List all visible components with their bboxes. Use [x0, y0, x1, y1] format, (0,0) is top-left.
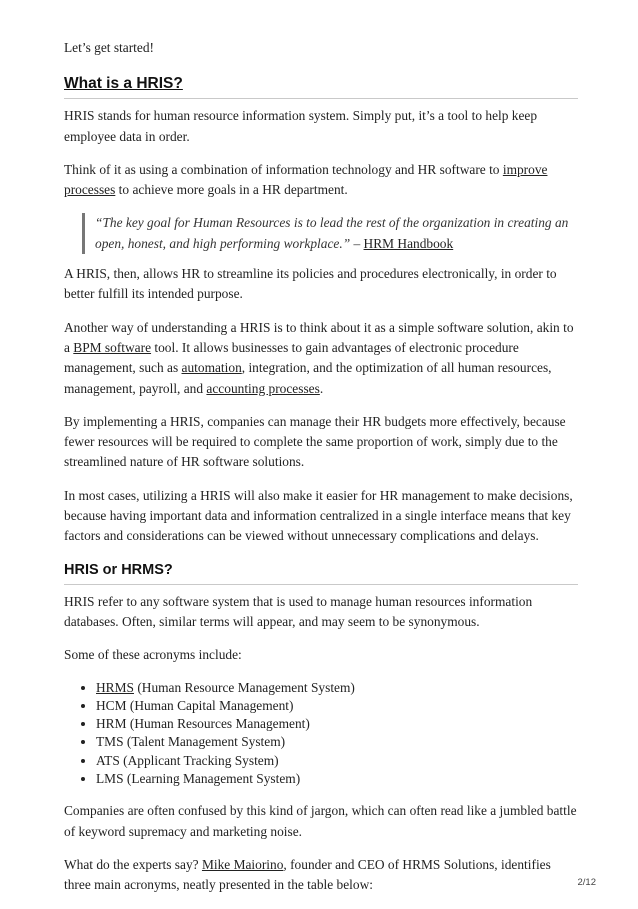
paragraph: A HRIS, then, allows HR to streamline its policies and procedures electronically, in order to better fulfill its intended purpose. [64, 266, 557, 302]
list-item-text: (Human Resource Management System) [133, 679, 355, 695]
heading-hris-or-hrms: HRIS or HRMS? [64, 560, 578, 585]
paragraph: By implementing a HRIS, companies can manage their HR budgets more effectively, because fewer resources will be required to complete the same proportion of work, simply due to the streamlined nature of HR software solutions. [64, 413, 566, 470]
paragraph: Companies are often confused by this kind of jargon, which can often read like a jumbled battle of keyword supremacy and marketing noise. [64, 803, 577, 839]
document-page [64, 38, 578, 909]
quote-text: “The key goal for Human Resources is to lead the rest of the organization in creating an open, honest, and high performing workplace.” – [95, 215, 569, 251]
list-item [96, 770, 578, 788]
list-item-text: LMS (Learning Management System) [96, 771, 301, 787]
link-improve-processes[interactable]: improve processes [64, 161, 548, 198]
link-bpm-software[interactable]: BPM software [73, 339, 152, 355]
list-item-text: HCM (Human Capital Management) [96, 697, 294, 713]
list-item-text: ATS (Applicant Tracking System) [96, 752, 279, 768]
paragraph: Some of these acronyms include: [64, 647, 242, 663]
text: , integration, and the optimization of all human resources, management, payroll, and [64, 360, 552, 396]
list-item [96, 697, 578, 715]
list-item [96, 679, 578, 697]
text: , founder and CEO of HRMS Solutions, identifies three main acronyms, neatly presented in the table below: [64, 856, 551, 893]
paragraph [64, 318, 578, 399]
text: tool. It allows businesses to gain advantages of electronic procedure management, such as [64, 339, 519, 376]
link-automation[interactable]: automation [181, 360, 242, 376]
intro-text: Let’s get started! [64, 40, 154, 55]
acronym-list [64, 679, 578, 789]
paragraph [64, 160, 578, 201]
list-item [96, 752, 578, 770]
paragraph: HRIS refer to any software system that is used to manage human resources information databases. Often, similar terms will appear, and may seem to be synonymous. [64, 593, 533, 629]
link-hrms[interactable]: HRMS [96, 679, 134, 695]
link-accounting-processes[interactable]: accounting processes [206, 380, 320, 396]
text: to achieve more goals in a HR department. [115, 182, 348, 198]
list-item [96, 715, 578, 733]
text: Think of it as using a combination of information technology and HR software to [64, 161, 503, 177]
list-item-text: HRM (Human Resources Management) [96, 716, 310, 732]
paragraph: HRIS stands for human resource information system. Simply put, it’s a tool to help keep employee data in order. [64, 108, 538, 144]
text: What do the experts say? [64, 856, 202, 872]
quote-block [82, 213, 578, 254]
paragraph: In most cases, utilizing a HRIS will also make it easier for HR management to make decisions, because having important data and information centralized in a single interface means that key factors and considerations can be viewed without unnecessary complications and delays. [64, 487, 573, 544]
heading-what-is-hris: What is a HRIS? [64, 73, 578, 99]
text: Another way of understanding a HRIS is to think about it as a simple software solution, akin to a [64, 319, 574, 355]
list-item [96, 733, 578, 751]
text: . [319, 380, 324, 396]
list-item-text: TMS (Talent Management System) [96, 734, 286, 750]
page-number: 2/12 [577, 877, 596, 888]
link-mike-maiorino[interactable]: Mike Maiorino [201, 856, 284, 872]
paragraph [64, 855, 578, 896]
link-hrm-handbook[interactable]: HRM Handbook [363, 235, 454, 251]
